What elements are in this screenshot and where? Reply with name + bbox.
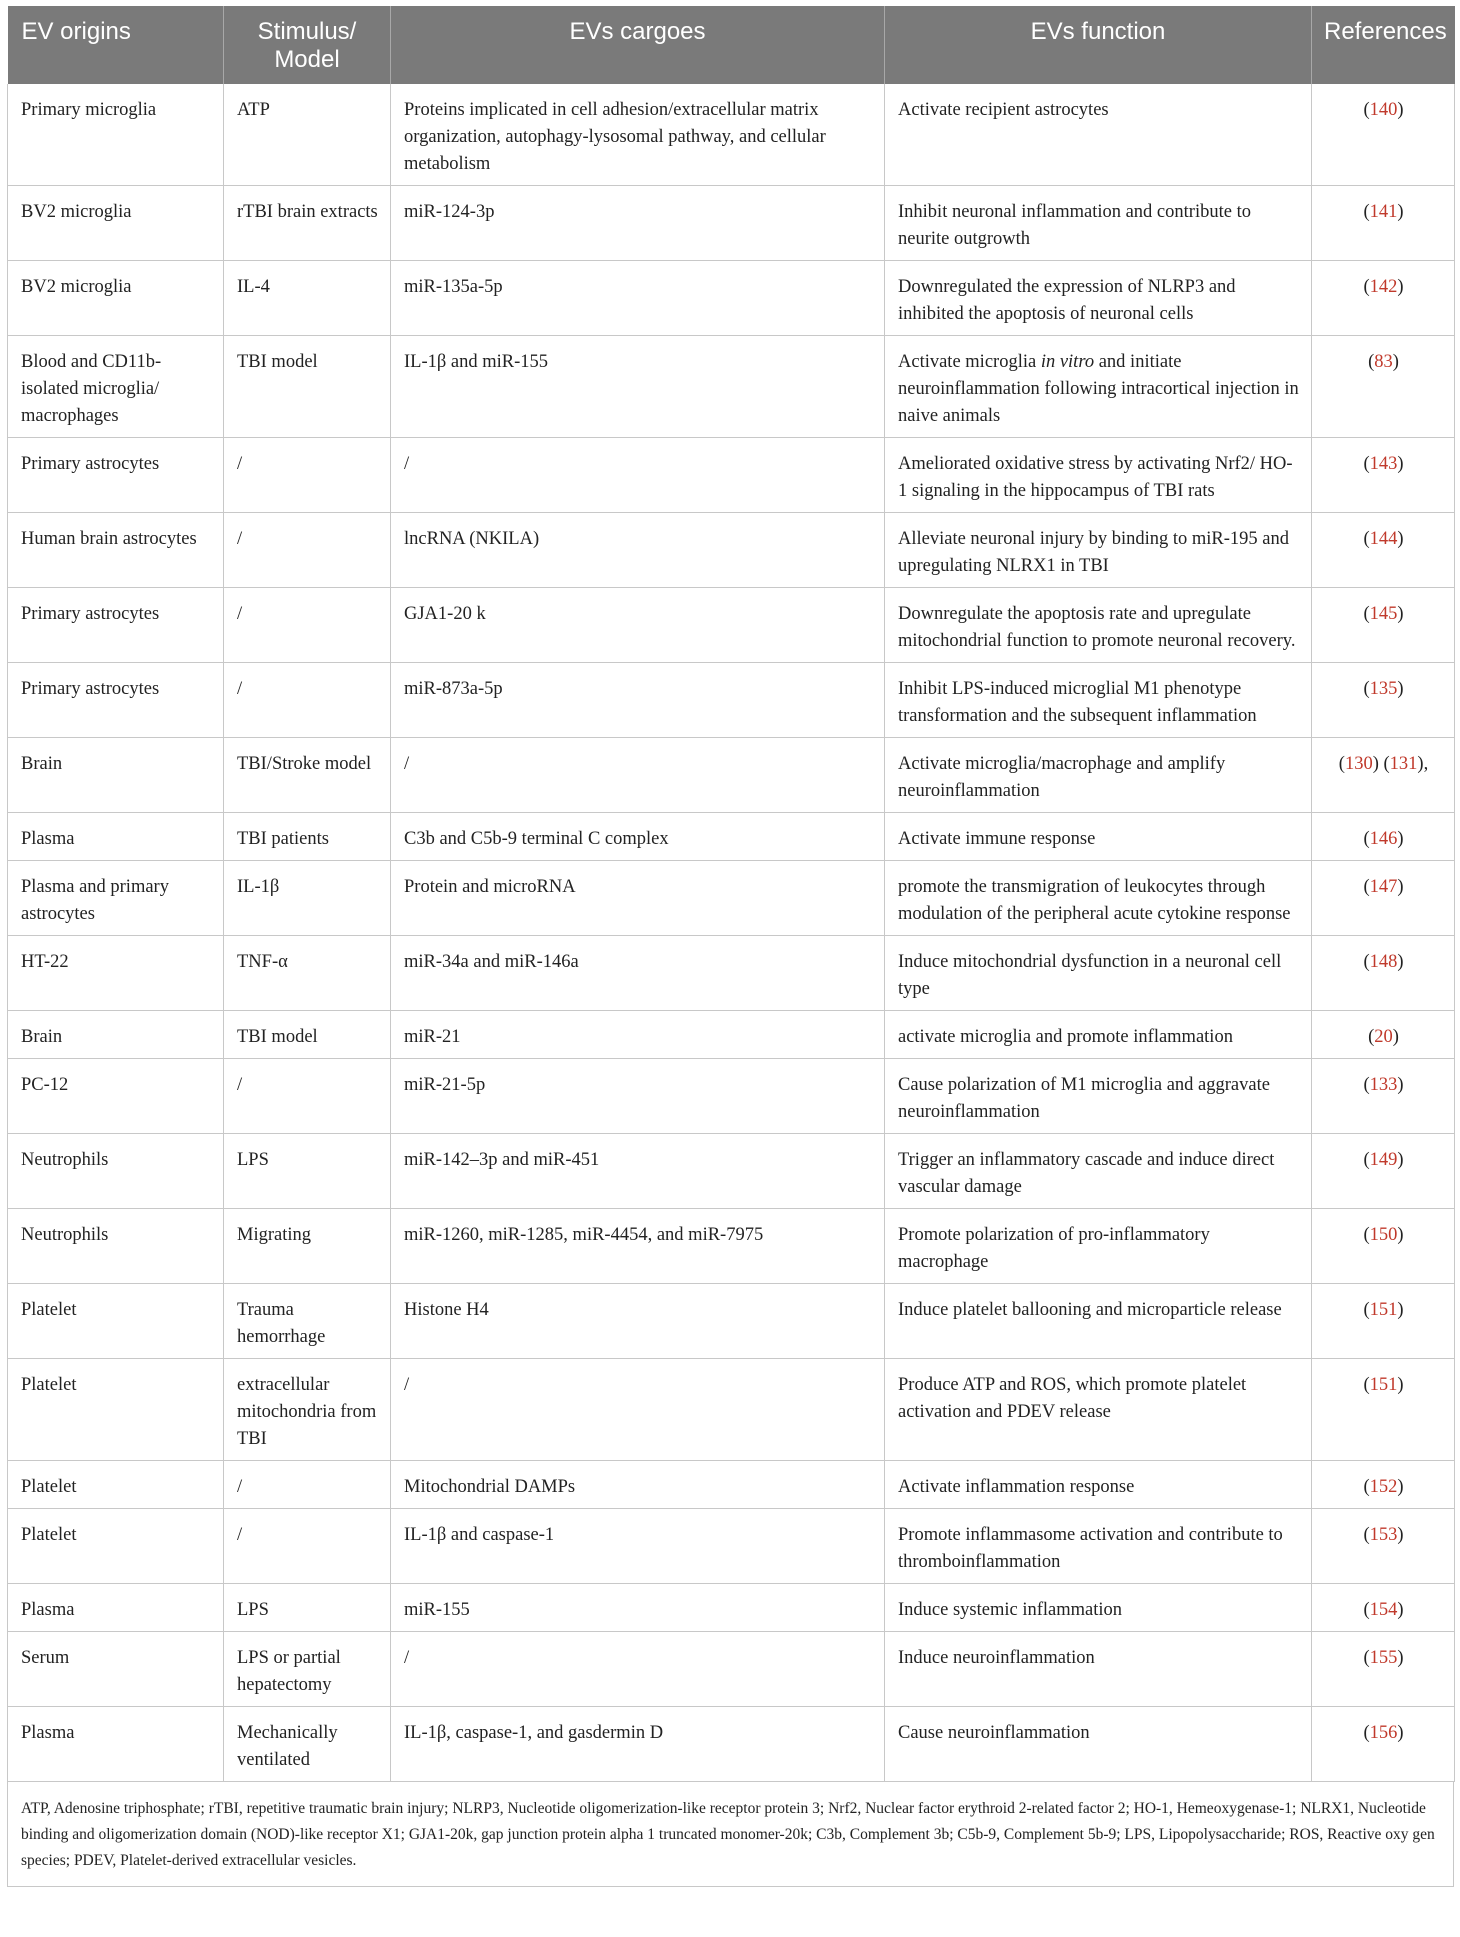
cell-cargo: miR-142–3p and miR-451 (391, 1134, 885, 1209)
cell-ev-origin: Platelet (8, 1284, 224, 1359)
cell-stimulus: TBI model (224, 1011, 391, 1059)
cell-references: (156) (1312, 1707, 1455, 1782)
cell-references: (145) (1312, 588, 1455, 663)
ev-table (7, 6, 1455, 1782)
table-row (8, 1461, 1455, 1509)
reference-link[interactable]: 148 (1369, 952, 1398, 972)
cell-references: (83) (1312, 336, 1455, 438)
cell-function: Induce platelet ballooning and microparticle release (885, 1284, 1312, 1359)
cell-references: (151) (1312, 1284, 1455, 1359)
header-references: References (1312, 6, 1455, 84)
reference-link[interactable]: 145 (1369, 604, 1398, 624)
cell-cargo: miR-34a and miR-146a (391, 936, 885, 1011)
cell-stimulus: / (224, 513, 391, 588)
cell-references: (151) (1312, 1359, 1455, 1461)
cell-ev-origin: Platelet (8, 1461, 224, 1509)
cell-ev-origin: Plasma and primary astrocytes (8, 861, 224, 936)
cell-stimulus: / (224, 588, 391, 663)
cell-references: (143) (1312, 438, 1455, 513)
cell-cargo: / (391, 1632, 885, 1707)
table-row (8, 1284, 1455, 1359)
cell-stimulus: LPS (224, 1584, 391, 1632)
cell-function: Induce mitochondrial dysfunction in a neuronal cell type (885, 936, 1312, 1011)
cell-ev-origin: Plasma (8, 1707, 224, 1782)
cell-cargo: IL-1β, caspase-1, and gasdermin D (391, 1707, 885, 1782)
cell-references: (140) (1312, 84, 1455, 186)
reference-link[interactable]: 133 (1369, 1075, 1398, 1095)
cell-ev-origin: PC-12 (8, 1059, 224, 1134)
cell-ev-origin: Serum (8, 1632, 224, 1707)
reference-link[interactable]: 141 (1369, 202, 1398, 222)
reference-link[interactable]: 135 (1369, 679, 1398, 699)
reference-link[interactable]: 153 (1369, 1525, 1398, 1545)
table-row (8, 813, 1455, 861)
reference-link[interactable]: 140 (1369, 100, 1398, 120)
cell-ev-origin: Primary astrocytes (8, 438, 224, 513)
table-row (8, 513, 1455, 588)
cell-cargo: miR-21-5p (391, 1059, 885, 1134)
cell-function: Promote inflammasome activation and contribute to thromboinflammation (885, 1509, 1312, 1584)
cell-ev-origin: Primary microglia (8, 84, 224, 186)
cell-function (885, 336, 1312, 438)
cell-stimulus: Trauma hemorrhage (224, 1284, 391, 1359)
cell-references: (130) (131), (1312, 738, 1455, 813)
header-evs-cargoes: EVs cargoes (391, 6, 885, 84)
table-row (8, 261, 1455, 336)
reference-link[interactable]: 142 (1369, 277, 1398, 297)
cell-cargo: miR-1260, miR-1285, miR-4454, and miR-7975 (391, 1209, 885, 1284)
table-row (8, 936, 1455, 1011)
reference-link[interactable]: 152 (1369, 1477, 1398, 1497)
cell-cargo: C3b and C5b-9 terminal C complex (391, 813, 885, 861)
cell-references: (144) (1312, 513, 1455, 588)
function-italic: in vitro (1040, 352, 1095, 372)
cell-cargo: miR-124-3p (391, 186, 885, 261)
cell-stimulus: IL-4 (224, 261, 391, 336)
cell-references: (133) (1312, 1059, 1455, 1134)
cell-stimulus: / (224, 438, 391, 513)
cell-ev-origin: Plasma (8, 1584, 224, 1632)
cell-ev-origin: Neutrophils (8, 1209, 224, 1284)
cell-stimulus: / (224, 1509, 391, 1584)
cell-ev-origin: Plasma (8, 813, 224, 861)
cell-cargo: miR-135a-5p (391, 261, 885, 336)
table-footnote: ATP, Adenosine triphosphate; rTBI, repetitive traumatic brain injury; NLRP3, Nucleotide oligomerization-like receptor protein 3; Nrf2, Nuclear factor erythroid 2-related factor 2; HO-1, Hemeoxygenase-1; NLRX1, Nucleotide binding and oligomerization domain (NOD)-like receptor X1; GJA1-20k, gap junction protein alpha 1 truncated monomer-20k; C3b, Complement 3b; C5b-9, Complement 5b-9; LPS, Lipopolysaccharide; ROS, Reactive oxy gen species; PDEV, Platelet-derived extracellular vesicles. (7, 1782, 1454, 1887)
reference-link[interactable]: 146 (1369, 829, 1398, 849)
table-row (8, 588, 1455, 663)
reference-link[interactable]: 150 (1369, 1225, 1398, 1245)
cell-references: (154) (1312, 1584, 1455, 1632)
function-text: and initiate neuroinflammation following intracortical injection in naive animals (898, 352, 1299, 426)
cell-function: Activate immune response (885, 813, 1312, 861)
table-row (8, 1059, 1455, 1134)
reference-link[interactable]: 143 (1369, 454, 1398, 474)
table-row (8, 1134, 1455, 1209)
cell-references: (150) (1312, 1209, 1455, 1284)
cell-function: Cause polarization of M1 microglia and aggravate neuroinflammation (885, 1059, 1312, 1134)
cell-ev-origin: Neutrophils (8, 1134, 224, 1209)
reference-link[interactable]: 20 (1374, 1027, 1393, 1047)
header-ev-origins: EV origins (8, 6, 224, 84)
reference-link[interactable]: 156 (1369, 1723, 1398, 1743)
cell-function: Cause neuroinflammation (885, 1707, 1312, 1782)
cell-cargo: Histone H4 (391, 1284, 885, 1359)
table-row (8, 84, 1455, 186)
cell-function: Inhibit LPS-induced microglial M1 phenotype transformation and the subsequent inflammation (885, 663, 1312, 738)
cell-stimulus: rTBI brain extracts (224, 186, 391, 261)
cell-stimulus: LPS (224, 1134, 391, 1209)
cell-cargo: lncRNA (NKILA) (391, 513, 885, 588)
cell-references: (148) (1312, 936, 1455, 1011)
function-text: Activate microglia (898, 352, 1041, 372)
cell-function: Downregulated the expression of NLRP3 and inhibited the apoptosis of neuronal cells (885, 261, 1312, 336)
cell-function: activate microglia and promote inflammation (885, 1011, 1312, 1059)
cell-cargo: miR-873a-5p (391, 663, 885, 738)
cell-ev-origin: HT-22 (8, 936, 224, 1011)
header-stimulus-model: Stimulus/ Model (224, 6, 391, 84)
table-header (8, 6, 1455, 84)
cell-stimulus: TBI model (224, 336, 391, 438)
cell-references: (149) (1312, 1134, 1455, 1209)
cell-function: Activate microglia/macrophage and amplify neuroinflammation (885, 738, 1312, 813)
cell-stimulus: TNF-α (224, 936, 391, 1011)
cell-stimulus: Migrating (224, 1209, 391, 1284)
cell-cargo: / (391, 1359, 885, 1461)
cell-references: (146) (1312, 813, 1455, 861)
table-row (8, 861, 1455, 936)
cell-stimulus: / (224, 663, 391, 738)
reference-link[interactable]: 144 (1369, 529, 1398, 549)
reference-link[interactable]: 130 (1344, 754, 1373, 774)
cell-stimulus: IL-1β (224, 861, 391, 936)
cell-function: Trigger an inflammatory cascade and induce direct vascular damage (885, 1134, 1312, 1209)
cell-stimulus: TBI/Stroke model (224, 738, 391, 813)
reference-link[interactable]: 154 (1369, 1600, 1398, 1620)
reference-link[interactable]: 149 (1369, 1150, 1398, 1170)
cell-ev-origin: Brain (8, 738, 224, 813)
table-row (8, 1209, 1455, 1284)
cell-cargo: / (391, 438, 885, 513)
cell-function: promote the transmigration of leukocytes through modulation of the peripheral acute cytokine response (885, 861, 1312, 936)
header-evs-function: EVs function (885, 6, 1312, 84)
cell-references: (153) (1312, 1509, 1455, 1584)
cell-function: Produce ATP and ROS, which promote platelet activation and PDEV release (885, 1359, 1312, 1461)
cell-references: (152) (1312, 1461, 1455, 1509)
cell-function: Induce neuroinflammation (885, 1632, 1312, 1707)
cell-references: (147) (1312, 861, 1455, 936)
table-row (8, 1584, 1455, 1632)
table-row (8, 1707, 1455, 1782)
cell-ev-origin: Platelet (8, 1359, 224, 1461)
reference-link[interactable]: 131 (1389, 754, 1418, 774)
reference-link[interactable]: 151 (1369, 1300, 1398, 1320)
cell-ev-origin: BV2 microglia (8, 186, 224, 261)
cell-function: Promote polarization of pro-inflammatory macrophage (885, 1209, 1312, 1284)
cell-cargo: / (391, 738, 885, 813)
cell-references: (155) (1312, 1632, 1455, 1707)
table-row (8, 1011, 1455, 1059)
cell-cargo: GJA1-20 k (391, 588, 885, 663)
table-row (8, 663, 1455, 738)
reference-link[interactable]: 155 (1369, 1648, 1398, 1668)
cell-cargo: IL-1β and caspase-1 (391, 1509, 885, 1584)
table-row (8, 438, 1455, 513)
table-row (8, 336, 1455, 438)
cell-ev-origin: Platelet (8, 1509, 224, 1584)
cell-ev-origin: Primary astrocytes (8, 588, 224, 663)
cell-references: (141) (1312, 186, 1455, 261)
cell-stimulus: LPS or partial hepatectomy (224, 1632, 391, 1707)
reference-link[interactable]: 83 (1374, 352, 1393, 372)
cell-stimulus: TBI patients (224, 813, 391, 861)
reference-link[interactable]: 147 (1369, 877, 1398, 897)
cell-cargo: IL-1β and miR-155 (391, 336, 885, 438)
cell-stimulus: / (224, 1461, 391, 1509)
cell-stimulus: extracellular mitochondria from TBI (224, 1359, 391, 1461)
cell-ev-origin: BV2 microglia (8, 261, 224, 336)
table-row (8, 1359, 1455, 1461)
cell-cargo: Proteins implicated in cell adhesion/extracellular matrix organization, autophagy-lysosomal pathway, and cellular metabolism (391, 84, 885, 186)
cell-ev-origin: Blood and CD11b-isolated microglia/ macrophages (8, 336, 224, 438)
cell-ev-origin: Brain (8, 1011, 224, 1059)
table-row (8, 738, 1455, 813)
cell-function: Activate inflammation response (885, 1461, 1312, 1509)
cell-cargo: Protein and microRNA (391, 861, 885, 936)
table-body (8, 84, 1455, 1782)
cell-function: Alleviate neuronal injury by binding to miR-195 and upregulating NLRX1 in TBI (885, 513, 1312, 588)
cell-function: Inhibit neuronal inflammation and contribute to neurite outgrowth (885, 186, 1312, 261)
cell-function: Induce systemic inflammation (885, 1584, 1312, 1632)
cell-cargo: Mitochondrial DAMPs (391, 1461, 885, 1509)
cell-cargo: miR-21 (391, 1011, 885, 1059)
cell-function: Downregulate the apoptosis rate and upregulate mitochondrial function to promote neuronal recovery. (885, 588, 1312, 663)
cell-stimulus: / (224, 1059, 391, 1134)
cell-function: Ameliorated oxidative stress by activating Nrf2/ HO-1 signaling in the hippocampus of TBI rats (885, 438, 1312, 513)
cell-stimulus: ATP (224, 84, 391, 186)
header-row (8, 6, 1455, 84)
table-row (8, 1509, 1455, 1584)
cell-ev-origin: Human brain astrocytes (8, 513, 224, 588)
cell-stimulus: Mechanically ventilated (224, 1707, 391, 1782)
reference-link[interactable]: 151 (1369, 1375, 1398, 1395)
table-container (7, 6, 1454, 1887)
cell-function: Activate recipient astrocytes (885, 84, 1312, 186)
cell-cargo: miR-155 (391, 1584, 885, 1632)
cell-ev-origin: Primary astrocytes (8, 663, 224, 738)
table-row (8, 186, 1455, 261)
cell-references: (20) (1312, 1011, 1455, 1059)
cell-references: (135) (1312, 663, 1455, 738)
reference-suffix: , (1423, 754, 1429, 774)
cell-references: (142) (1312, 261, 1455, 336)
table-row (8, 1632, 1455, 1707)
